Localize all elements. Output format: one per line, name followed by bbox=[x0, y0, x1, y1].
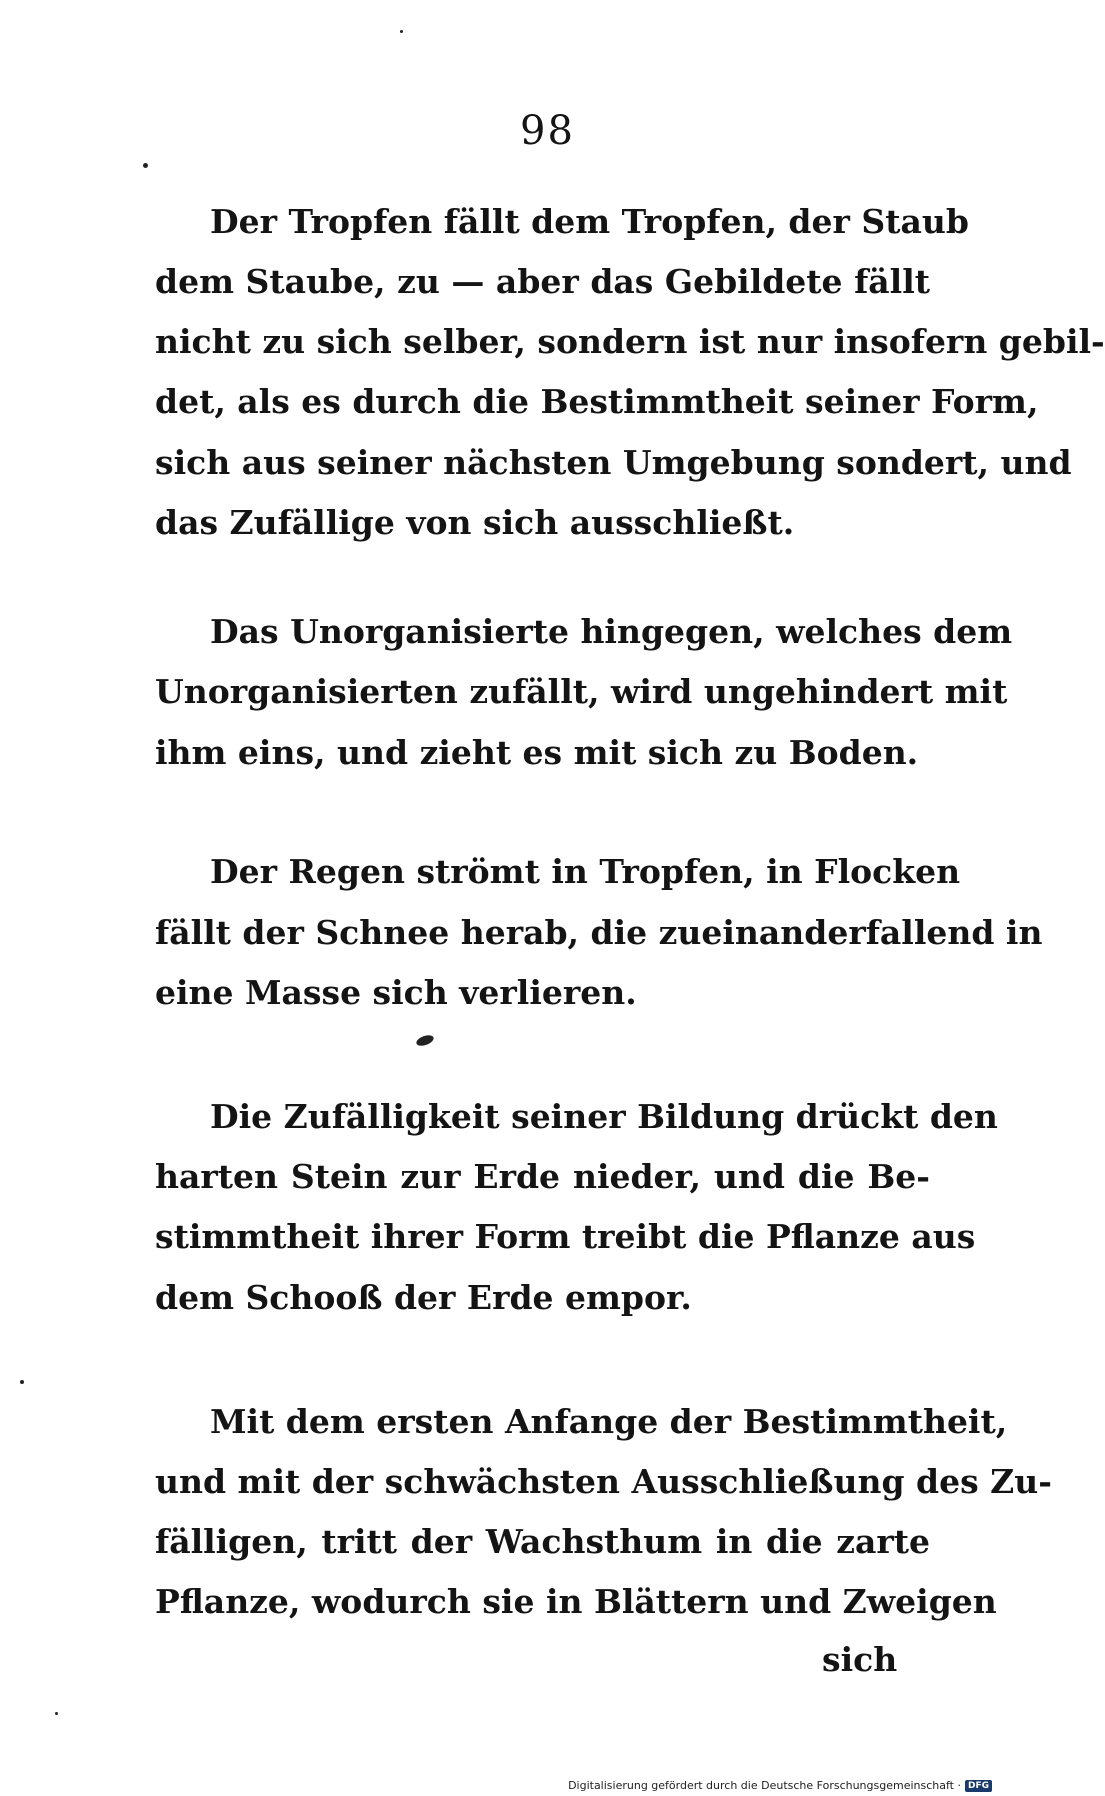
dfg-logo-icon: DFG bbox=[965, 1780, 992, 1792]
text-line: det, als es durch die Bestimmtheit seiner Form, bbox=[155, 382, 1039, 421]
text-line: dem Schooß der Erde empor. bbox=[155, 1278, 692, 1317]
page-number: 98 bbox=[520, 108, 575, 154]
scan-speck bbox=[20, 1380, 24, 1384]
text-line: sich aus seiner nächsten Umgebung sondert, und bbox=[155, 443, 1072, 482]
footer-text: Digitalisierung gefördert durch die Deutsche Forschungsgemeinschaft · bbox=[568, 1779, 961, 1792]
text-line: nicht zu sich selber, sondern ist nur insofern gebil- bbox=[155, 322, 1105, 361]
text-line: Das Unorganisierte hingegen, welches dem bbox=[210, 612, 1013, 651]
text-line: harten Stein zur Erde nieder, und die Be- bbox=[155, 1157, 930, 1196]
text-line: stimmtheit ihrer Form treibt die Pflanze aus bbox=[155, 1217, 976, 1256]
digitization-footer bbox=[568, 1779, 992, 1792]
text-line: Der Regen strömt in Tropfen, in Flocken bbox=[210, 852, 961, 891]
scan-speck bbox=[55, 1712, 58, 1715]
text-line: Die Zufälligkeit seiner Bildung drückt den bbox=[210, 1097, 998, 1136]
text-line: das Zufällige von sich ausschließt. bbox=[155, 503, 795, 542]
text-line: dem Staube, zu — aber das Gebildete fällt bbox=[155, 262, 930, 301]
text-line: eine Masse sich verlieren. bbox=[155, 973, 637, 1012]
text-line: fällt der Schnee herab, die zueinanderfallend in bbox=[155, 913, 1043, 952]
scan-speck bbox=[143, 163, 148, 168]
text-line: und mit der schwächsten Ausschließung des Zu- bbox=[155, 1462, 1052, 1501]
text-line: Mit dem ersten Anfange der Bestimmtheit, bbox=[210, 1402, 1008, 1441]
text-line: Der Tropfen fällt dem Tropfen, der Staub bbox=[210, 202, 969, 241]
scan-speck bbox=[415, 1033, 435, 1048]
scan-speck bbox=[400, 30, 403, 33]
text-line: fälligen, tritt der Wachsthum in die zarte bbox=[155, 1522, 930, 1561]
catchword: sich bbox=[822, 1640, 898, 1679]
text-line: ihm eins, und zieht es mit sich zu Boden. bbox=[155, 733, 919, 772]
text-line: Pflanze, wodurch sie in Blättern und Zweigen bbox=[155, 1582, 997, 1621]
text-line: Unorganisierten zufällt, wird ungehindert mit bbox=[155, 672, 1008, 711]
